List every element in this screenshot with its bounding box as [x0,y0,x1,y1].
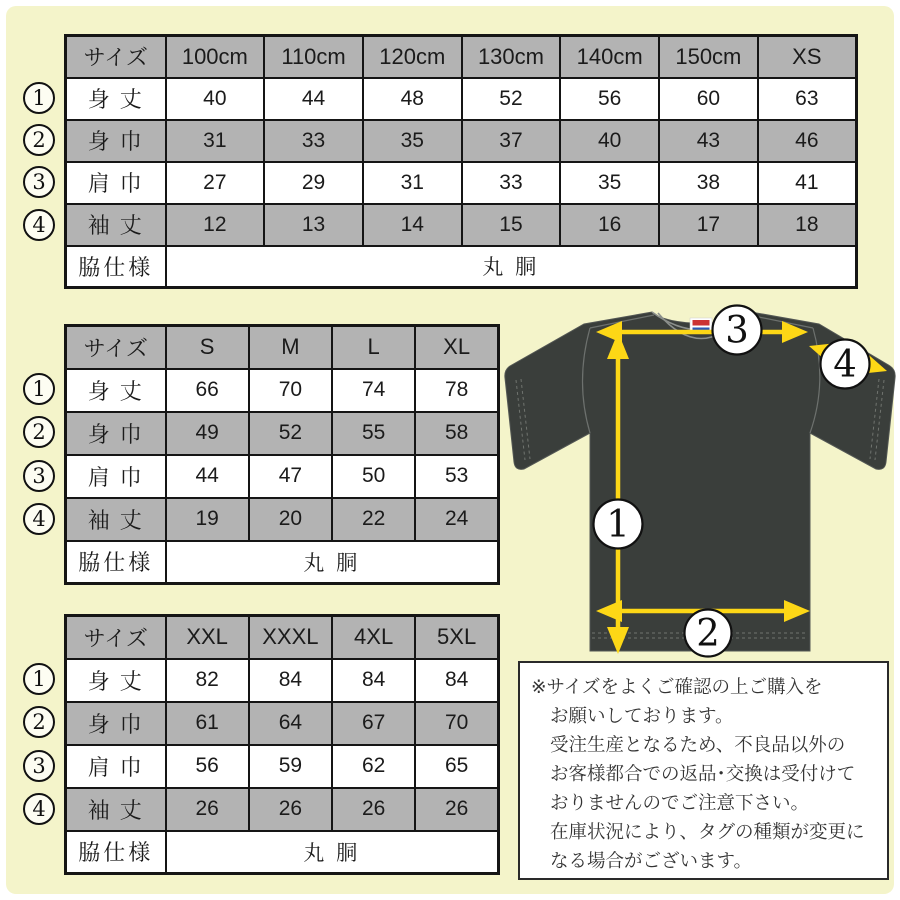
header-cell: 110cm [264,36,363,78]
table-header-row [66,326,499,369]
table-header-row [66,616,499,659]
cell: 丸 胴 [166,541,499,584]
adult-size-table [64,324,500,585]
cell: 66 [166,369,249,412]
row-label: 袖 丈 [66,204,166,246]
tshirt-measurement-diagram [504,302,896,662]
note-line: なる場合がございます。 [550,850,753,871]
cell: 52 [249,412,332,455]
cell: 15 [462,204,561,246]
cell: 74 [332,369,415,412]
badge-4-number: 4 [833,342,857,386]
cell: 70 [249,369,332,412]
cell: 41 [758,162,857,204]
table-footer-row [66,246,857,288]
cell: 37 [462,120,561,162]
header-cell: 100cm [166,36,265,78]
table-row [66,412,499,455]
cell: 27 [166,162,265,204]
table-row [66,369,499,412]
cell: 26 [249,788,332,831]
badge-3-number: 3 [725,308,749,352]
cell: 59 [249,745,332,788]
table-row [66,78,857,120]
cell: 56 [560,78,659,120]
cell: 62 [332,745,415,788]
note-line: ※サイズをよくご確認の上ご購入を [531,676,823,697]
row-label: 脇仕様 [66,831,166,874]
cell: 78 [415,369,498,412]
table-row [66,498,499,541]
row-marker-1: 1 [23,663,55,695]
row-marker-1: 1 [23,373,55,405]
row-marker-1: 1 [23,82,55,114]
cell: 38 [659,162,758,204]
note-line: お願いしております。 [550,705,734,726]
cell: 44 [166,455,249,498]
tshirt-svg [504,302,896,662]
cell: 29 [264,162,363,204]
header-cell: 140cm [560,36,659,78]
cell: 20 [249,498,332,541]
row-marker-4: 4 [23,793,55,825]
header-cell: XL [415,326,498,369]
row-label: 身 巾 [66,120,166,162]
cell: 26 [415,788,498,831]
row-marker-4: 4 [23,503,55,535]
cell: 52 [462,78,561,120]
row-marker-3: 3 [23,750,55,782]
header-cell: XXL [166,616,249,659]
cell: 53 [415,455,498,498]
cell: 12 [166,204,265,246]
cell: 26 [166,788,249,831]
cell: 14 [363,204,462,246]
cell: 48 [363,78,462,120]
cell: 40 [166,78,265,120]
cell: 16 [560,204,659,246]
cell: 31 [166,120,265,162]
header-cell: サイズ [66,36,166,78]
row-label: 身 丈 [66,659,166,702]
note-line: おりませんのでご注意下さい。 [550,792,810,813]
cell: 17 [659,204,758,246]
header-cell: XXXL [249,616,332,659]
table-row [66,204,857,246]
cell: 63 [758,78,857,120]
cell: 58 [415,412,498,455]
badge-1 [594,500,643,549]
badge-2 [685,610,732,657]
cell: 67 [332,702,415,745]
cell: 31 [363,162,462,204]
table-row [66,455,499,498]
row-label: 脇仕様 [66,246,166,288]
badge-2-number: 2 [696,611,720,655]
big-size-table [64,614,500,875]
cell: 26 [332,788,415,831]
cell: 19 [166,498,249,541]
header-cell: 150cm [659,36,758,78]
row-marker-2: 2 [23,416,55,448]
table-row [66,120,857,162]
table-header-row [66,36,857,78]
cell: 55 [332,412,415,455]
badge-3 [713,306,762,355]
header-cell: 130cm [462,36,561,78]
purchase-note-box [518,661,889,880]
cell: 44 [264,78,363,120]
cell: 56 [166,745,249,788]
row-marker-3: 3 [23,460,55,492]
row-marker-3: 3 [23,166,55,198]
cell: 49 [166,412,249,455]
header-cell: 4XL [332,616,415,659]
row-label: 身 丈 [66,369,166,412]
cell: 40 [560,120,659,162]
cell: 22 [332,498,415,541]
cell: 64 [249,702,332,745]
row-marker-2: 2 [23,124,55,156]
header-cell: XS [758,36,857,78]
table-row [66,788,499,831]
row-marker-2: 2 [23,706,55,738]
header-cell: M [249,326,332,369]
badge-1-number: 1 [606,502,630,546]
cell: 24 [415,498,498,541]
note-line: お客様都合での返品･交換は受付けて [550,763,856,784]
header-cell: L [332,326,415,369]
row-label: 身 巾 [66,702,166,745]
cell: 35 [560,162,659,204]
cell: 50 [332,455,415,498]
note-line: 在庫状況により、タグの種類が変更に [550,821,865,842]
note-line: 受注生産となるため、不良品以外の [550,734,846,755]
row-label: 肩 巾 [66,745,166,788]
row-label: 身 丈 [66,78,166,120]
cell: 47 [249,455,332,498]
cell: 丸 胴 [166,831,499,874]
cell: 43 [659,120,758,162]
table-row [66,659,499,702]
kids-size-table [64,34,858,289]
table-footer-row [66,831,499,874]
row-label: 袖 丈 [66,788,166,831]
cell: 84 [415,659,498,702]
row-label: 肩 巾 [66,162,166,204]
table-row [66,702,499,745]
cell: 84 [249,659,332,702]
table-row [66,745,499,788]
row-label: 脇仕様 [66,541,166,584]
cell: 13 [264,204,363,246]
row-label: 身 巾 [66,412,166,455]
row-label: 袖 丈 [66,498,166,541]
cell: 丸 胴 [166,246,857,288]
row-label: 肩 巾 [66,455,166,498]
row-marker-4: 4 [23,209,55,241]
table-row [66,162,857,204]
badge-4 [821,340,870,389]
cell: 84 [332,659,415,702]
cell: 46 [758,120,857,162]
header-cell: S [166,326,249,369]
table-footer-row [66,541,499,584]
cell: 82 [166,659,249,702]
cell: 35 [363,120,462,162]
cell: 33 [462,162,561,204]
cell: 33 [264,120,363,162]
cell: 65 [415,745,498,788]
header-cell: 5XL [415,616,498,659]
cell: 70 [415,702,498,745]
cell: 61 [166,702,249,745]
header-cell: 120cm [363,36,462,78]
header-cell: サイズ [66,326,166,369]
header-cell: サイズ [66,616,166,659]
cell: 18 [758,204,857,246]
cell: 60 [659,78,758,120]
